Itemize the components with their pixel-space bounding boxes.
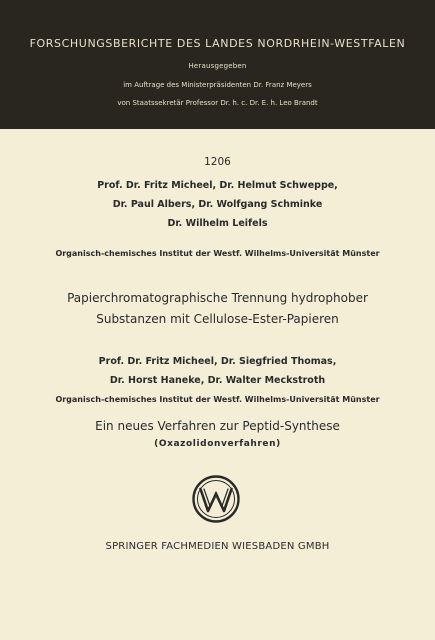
author-line: Prof. Dr. Fritz Micheel, Dr. Siegfried Thomas, — [98, 356, 337, 367]
title-line: Papierchromatographische Trennung hydrophober — [67, 291, 368, 305]
editor-line-2: von Staatssekretär Professor Dr. h. c. Dr. E. h. Leo Brandt — [117, 99, 318, 107]
subtitle: (Oxazolidonverfahren) — [154, 439, 281, 449]
publisher: SPRINGER FACHMEDIEN WIESBADEN GMBH — [105, 541, 330, 552]
author-line: Dr. Horst Haneke, Dr. Walter Meckstroth — [109, 375, 326, 386]
series-title: FORSCHUNGSBERICHTE DES LANDES NORDRHEIN-WESTFALEN — [29, 37, 406, 50]
title-line: Ein neues Verfahren zur Peptid-Synthese — [95, 419, 340, 433]
author-line: Dr. Wilhelm Leifels — [167, 218, 268, 229]
institute: Organisch-chemisches Institut der Westf. Wilhelms-Universität Münster — [55, 395, 380, 404]
editor-label: Herausgegeben — [188, 62, 247, 70]
author-line: Dr. Paul Albers, Dr. Wolfgang Schminke — [112, 199, 323, 210]
series-header — [0, 0, 435, 129]
title-line: Substanzen mit Cellulose-Ester-Papieren — [96, 312, 339, 326]
author-line: Prof. Dr. Fritz Micheel, Dr. Helmut Schweppe, — [97, 180, 338, 191]
institute: Organisch-chemisches Institut der Westf. Wilhelms-Universität Münster — [55, 249, 380, 258]
volume-number: 1206 — [204, 156, 231, 168]
publisher-logo-icon — [191, 474, 241, 524]
editor-line-1: im Auftrage des Ministerpräsidenten Dr. Franz Meyers — [123, 81, 312, 89]
